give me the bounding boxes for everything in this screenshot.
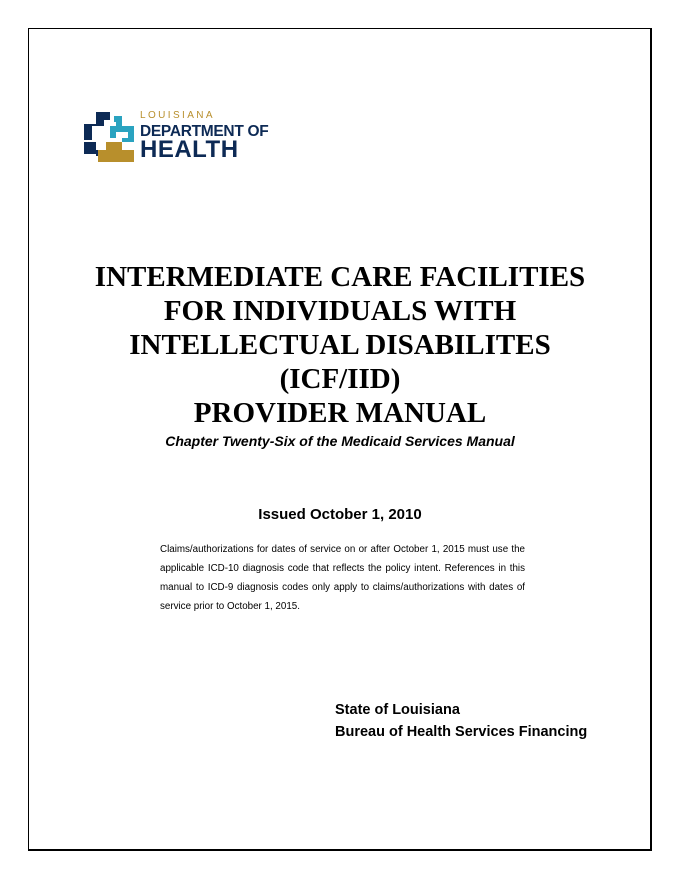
title-line-5: PROVIDER MANUAL — [193, 397, 487, 429]
issuer-state: State of Louisiana — [335, 702, 460, 718]
department-logo — [84, 110, 294, 166]
title-line-2: FOR INDIVIDUALS WITH — [163, 295, 517, 327]
logo-health: HEALTH — [140, 136, 239, 163]
logo-wordmark — [140, 110, 268, 161]
issued-date: Issued October 1, 2010 — [258, 506, 422, 523]
document-subtitle: Chapter Twenty-Six of the Medicaid Services Manual — [165, 433, 515, 449]
icd-notice: Claims/authorizations for dates of service on or after October 1, 2015 must use the applicable ICD-10 diagnosis code that reflects the policy intent. References in this manual to ICD-9 diagnosis codes only apply to claims/authorizations with dates of service prior to October 1, 2015. — [160, 544, 525, 612]
title-line-3: INTELLECTUAL DISABILITES — [129, 329, 551, 361]
logo-department-of: DEPARTMENT OF — [140, 123, 269, 140]
logo-state-name: LOUISIANA — [140, 110, 215, 121]
health-cross-logo-icon — [84, 112, 134, 162]
document-title — [40, 260, 640, 430]
issuer-bureau: Bureau of Health Services Financing — [335, 724, 588, 740]
title-line-4: (ICF/IID) — [279, 363, 401, 395]
issuer-block — [335, 699, 587, 743]
title-line-1: INTERMEDIATE CARE FACILITIES — [94, 261, 586, 293]
